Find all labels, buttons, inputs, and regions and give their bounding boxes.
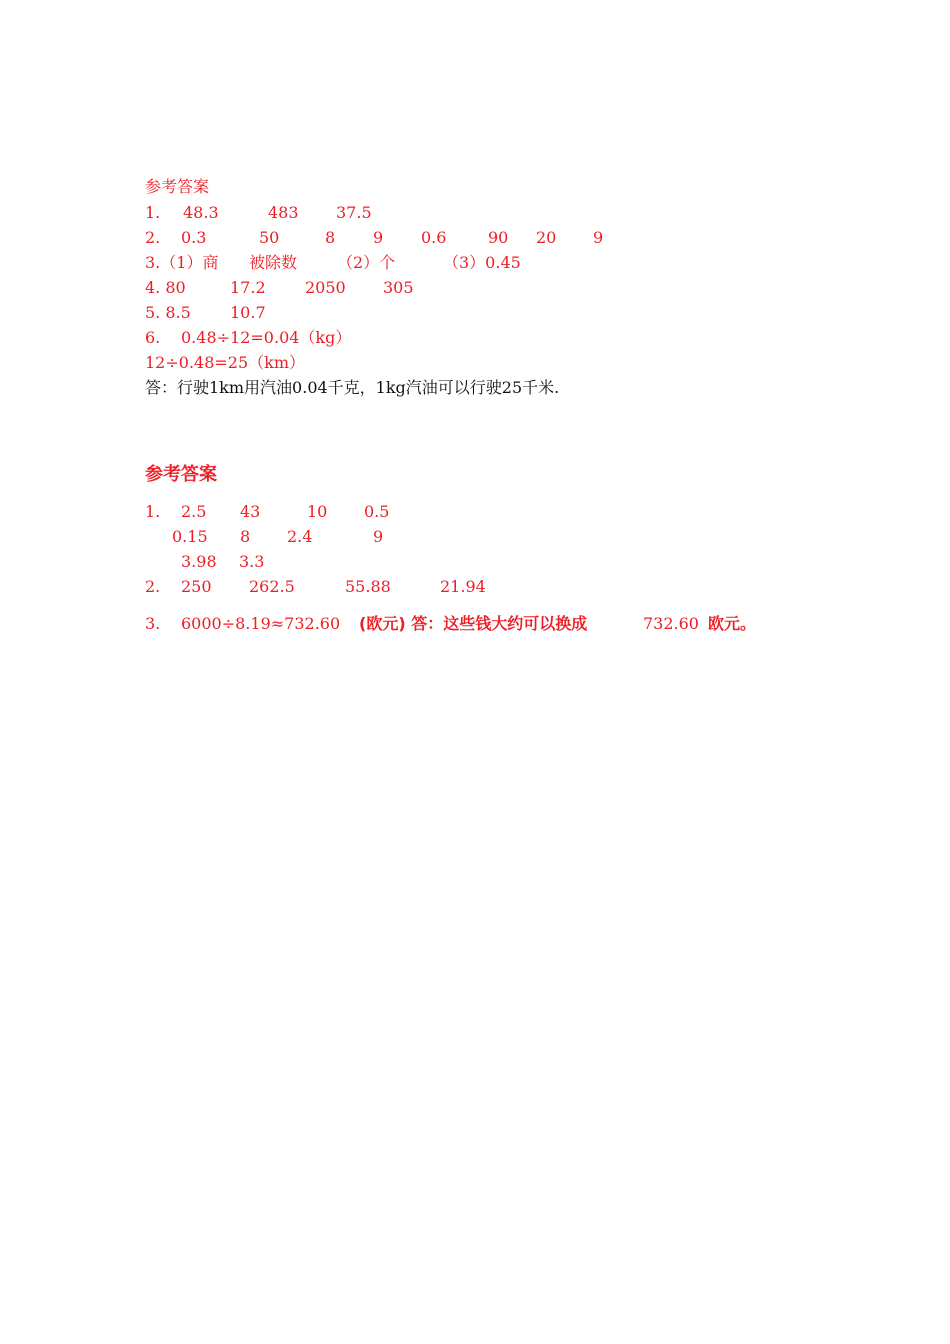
q5-answer-a: 5. 8.5 — [145, 303, 191, 322]
q4-answer-d: 305 — [383, 278, 414, 297]
q2-answer-a: 0.3 — [181, 228, 207, 247]
s2-q2-answer-b: 262.5 — [249, 577, 295, 596]
s2-q2-number: 2. — [145, 577, 161, 596]
s2-q3-answer-text: (欧元) 答：这些钱大约可以换成 — [359, 614, 588, 633]
q3-part1-b: 被除数 — [249, 253, 298, 272]
q2-answer-h: 9 — [593, 228, 604, 247]
q1-number: 1. — [145, 203, 161, 222]
s2-q1-answer-d: 0.5 — [364, 502, 390, 521]
s2-q1-answer-g: 2.4 — [287, 527, 313, 546]
q2-answer-b: 50 — [259, 228, 280, 247]
s2-q1-answer-e: 0.15 — [172, 527, 208, 546]
q2-answer-d: 9 — [373, 228, 384, 247]
q4-answer-a: 4. 80 — [145, 278, 186, 297]
q1-answer-a: 48.3 — [183, 203, 219, 222]
q1-answer-b: 483 — [268, 203, 299, 222]
s2-q1-answer-a: 2.5 — [181, 502, 207, 521]
q6-answer-text: 答：行驶1km用汽油0.04千克，1kg汽油可以行驶25千米. — [145, 378, 560, 397]
s2-q2-answer-d: 21.94 — [440, 577, 486, 596]
q3-part2: （2）个 — [337, 253, 396, 272]
q6-number: 6. — [145, 328, 161, 347]
s2-q3-number: 3. — [145, 614, 161, 633]
q5-answer-b: 10.7 — [230, 303, 266, 322]
s2-q2-answer-a: 250 — [181, 577, 212, 596]
q2-number: 2. — [145, 228, 161, 247]
section1-heading-text: 参考答案 — [145, 177, 210, 196]
s2-q1-answer-f: 8 — [240, 527, 251, 546]
q2-answer-f: 90 — [488, 228, 509, 247]
q2-answer-e: 0.6 — [421, 228, 447, 247]
s2-q3-equation: 6000÷8.19≈732.60 — [181, 614, 341, 633]
q2-answer-g: 20 — [536, 228, 557, 247]
s2-q2-answer-c: 55.88 — [345, 577, 391, 596]
s2-q1-answer-c: 10 — [307, 502, 328, 521]
q2-answer-c: 8 — [325, 228, 336, 247]
s2-q1-answer-j: 3.3 — [239, 552, 265, 571]
q6-equation-2: 12÷0.48=25（km） — [145, 353, 306, 372]
q4-answer-c: 2050 — [305, 278, 346, 297]
s2-q3-answer-value: 732.60 — [643, 614, 699, 633]
q1-answer-c: 37.5 — [336, 203, 372, 222]
q3-part3: （3）0.45 — [443, 253, 521, 272]
s2-q1-answer-h: 9 — [373, 527, 384, 546]
section2-heading-text: 参考答案 — [145, 464, 217, 485]
q3-part1: 3.（1）商 — [145, 253, 219, 272]
q4-answer-b: 17.2 — [230, 278, 266, 297]
q6-equation-1: 0.48÷12=0.04（kg） — [181, 328, 352, 347]
s2-q1-answer-i: 3.98 — [181, 552, 217, 571]
s2-q1-answer-b: 43 — [240, 502, 261, 521]
s2-q3-answer-unit: 欧元。 — [708, 614, 757, 633]
s2-q1-number: 1. — [145, 502, 161, 521]
